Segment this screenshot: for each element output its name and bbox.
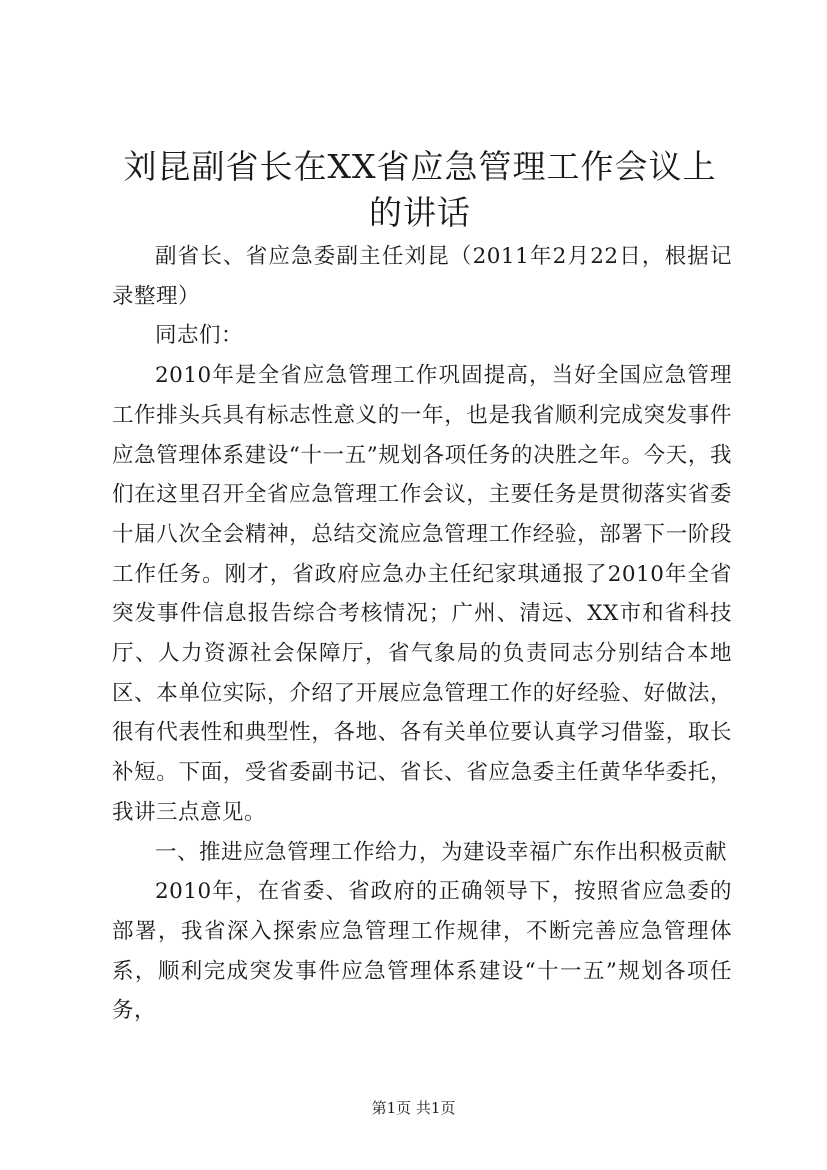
salutation: 同志们： (155, 323, 244, 349)
page-number-footer: 第1页 共1页 (371, 1099, 456, 1117)
author-line: 副省长、省应急委副主任刘昆（2011年2月22日，根据记录整理） (112, 244, 732, 309)
document-body (112, 237, 732, 1031)
body-paragraph: 2010年，在省委、省政府的正确领导下，按照省应急委的部署，我省深入探索应急管理工作规律，不断完善应急管理体系，顺利完成突发事件应急管理体系建设“十一五”规划各项任务， (112, 879, 732, 1024)
document-title: 刘昆副省长在XX省应急管理工作会议上的讲话 (123, 147, 717, 232)
body-paragraph: 2010年是全省应急管理工作巩固提高，当好全国应急管理工作排头兵具有标志性意义的一年，也是我省顺利完成突发事件应急管理体系建设“十一五”规划各项任务的决胜之年。今天，我们在这里召开全省应急管理工作会议，主要任务是贯彻落实省委十届八次全会精神，总结交流应急管理工作经验，部署下一阶段工作任务。刚才，省政府应急办主任纪家琪通报了2010年全省突发事件信息报告综合考核情况；广州、清远、XX市和省科技厅、人力资源社会保障厅，省气象局的负责同志分别结合本地区、本单位实际，介绍了开展应急管理工作的好经验、好做法，很有代表性和典型性，各地、各有关单位要认真学习借鉴，取长补短。下面，受省委副书记、省长、省应急委主任黄华华委托，我讲三点意见。 (112, 363, 732, 825)
section-heading: 一、推进应急管理工作给力，为建设幸福广东作出积极贡献 (155, 839, 728, 865)
